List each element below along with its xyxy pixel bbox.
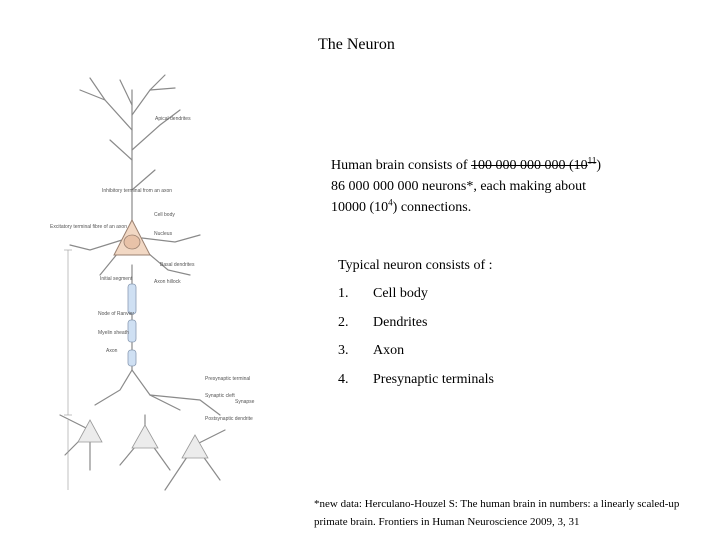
intro-line3: 10000 $(10^4)$ connections. — [331, 197, 472, 215]
label-cleft: Synaptic cleft — [205, 393, 235, 399]
intro-line2: 86 000 000 000 neurons*, each making about — [331, 179, 587, 194]
list-item: 4. Presynaptic terminals — [338, 371, 494, 387]
label-node: Node of Ranvier — [98, 311, 135, 317]
label-initial-segment: Initial segment — [100, 276, 133, 282]
label-cell-body: Cell body — [154, 212, 175, 218]
label-postsyn: Postsynaptic dendrite — [205, 416, 253, 422]
neuron-diagram — [50, 70, 280, 510]
label-nucleus: Nucleus — [154, 231, 173, 237]
label-excitatory: Excitatory terminal fibre of an axon — [50, 224, 127, 230]
label-inhibitory: Inhibitory terminal from an axon — [102, 188, 173, 194]
list-item: 3. Axon — [338, 343, 405, 358]
intro-struck-close: ) — [596, 158, 601, 173]
component-list — [338, 286, 494, 400]
list-heading: Typical neuron consists of : — [338, 258, 493, 273]
intro-prefix: Human brain consists of — [331, 158, 471, 173]
list-item: 1. Cell body — [338, 286, 428, 301]
list-item: 2. Dendrites — [338, 314, 428, 330]
page-title: The Neuron — [318, 36, 395, 53]
label-synapse: Synapse — [235, 399, 255, 405]
footnote: *new data: Herculano-Houzel S: The human brain in numbers: a linearly scaled-up primate brain. Frontiers in Human Neuroscience 2009, 3, 31 — [314, 498, 680, 528]
label-presyn: Presynaptic terminal — [205, 376, 251, 382]
label-axon: Axon — [106, 348, 118, 354]
label-myelin: Myelin sheath — [98, 330, 129, 336]
basal-dendrites — [70, 240, 122, 250]
nucleus — [124, 235, 140, 249]
label-apical: Apical dendrites — [155, 116, 191, 122]
label-axon-hillock: Axon hillock — [154, 279, 181, 285]
intro-text — [331, 155, 681, 218]
intro-struck-count: 100 000 000 000 ($10^{11}$ — [470, 155, 597, 173]
myelin-sheath — [128, 284, 136, 314]
label-basal: Basal dendrites — [160, 262, 195, 268]
